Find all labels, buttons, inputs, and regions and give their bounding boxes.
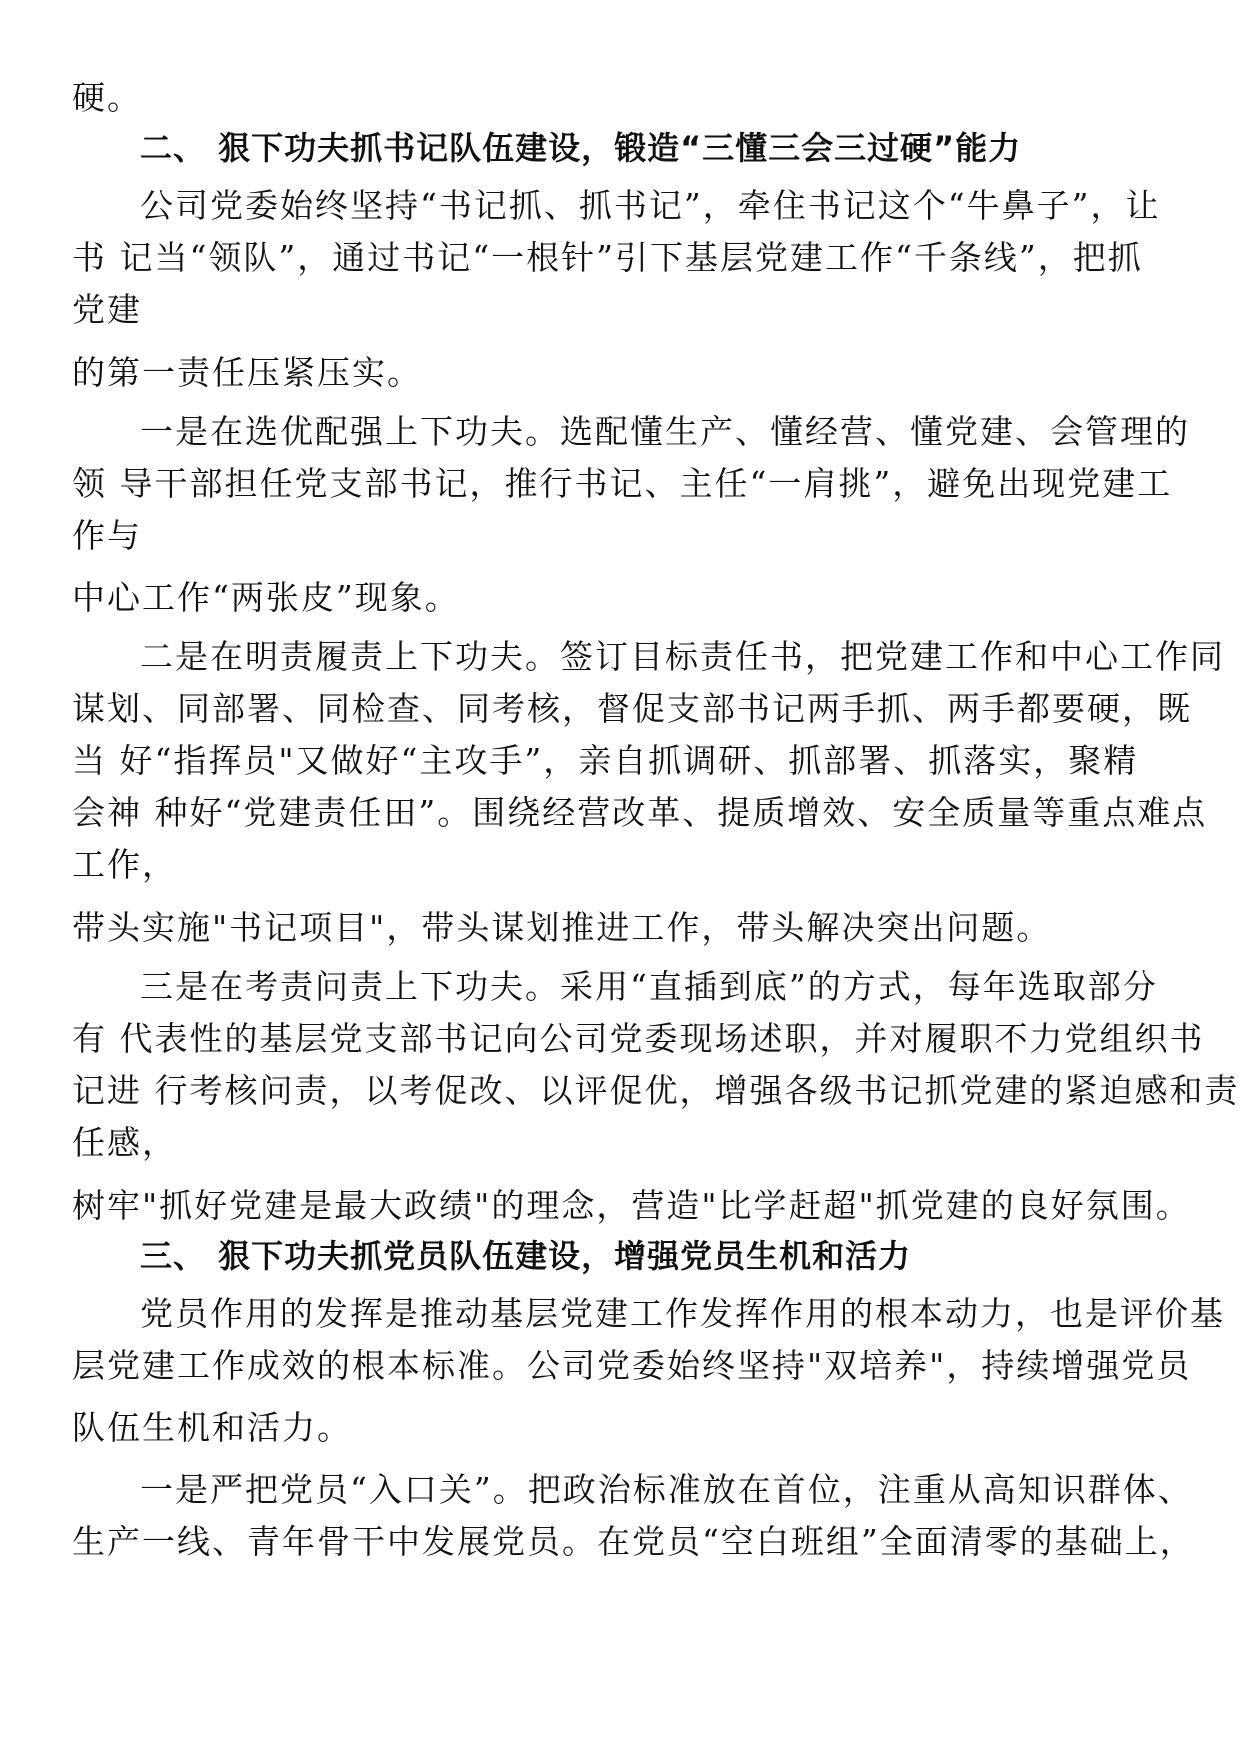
text-line: 工作， <box>72 845 177 884</box>
text-line: 中心工作“两张皮”现象。 <box>72 578 460 617</box>
text-line: 党建 <box>72 290 142 329</box>
text-line: 任感， <box>72 1123 177 1162</box>
text-line: 公司党委始终坚持“书记抓、抓书记”，牵住书记这个“牛鼻子”，让 <box>140 186 1161 225</box>
text-line: 的第一责任压紧压实。 <box>72 353 422 392</box>
text-line: 一是严把党员“入口关”。把政治标准放在首位，注重从高知识群体、 <box>140 1470 1193 1509</box>
text-line: 当 好“指挥员"又做好“主攻手”，亲自抓调研、抓部署、抓落实，聚精 <box>72 741 1139 780</box>
section-heading-3: 三、 狠下功夫抓党员队伍建设，增强党员生机和活力 <box>140 1237 912 1275</box>
text-line: 党员作用的发挥是推动基层党建工作发挥作用的根本动力，也是评价基 <box>140 1294 1225 1333</box>
section-heading-2: 二、 狠下功夫抓书记队伍建设，锻造“三懂三会三过硬”能力 <box>140 129 1022 167</box>
text-line: 生产一线、青年骨干中发展党员。在党员“空白班组”全面清零的基础上， <box>72 1522 1195 1561</box>
text-line: 带头实施"书记项目"，带头谋划推进工作，带头解决突出问题。 <box>72 908 1052 947</box>
text-line: 树牢"抓好党建是最大政绩"的理念，营造"比学赶超"抓党建的良好氛围。 <box>72 1186 1191 1225</box>
text-line: 硬。 <box>72 78 142 117</box>
text-line: 层党建工作成效的根本标准。公司党委始终坚持"双培养"，持续增强党员 <box>72 1346 1192 1385</box>
text-line: 谋划、同部署、同检查、同考核，督促支部书记两手抓、两手都要硬，既 <box>72 689 1192 728</box>
text-line: 作与 <box>72 516 142 555</box>
text-line: 书 记当“领队”，通过书记“一根针”引下基层党建工作“千条线”，把抓 <box>72 238 1143 277</box>
text-line: 三是在考责问责上下功夫。采用“直插到底”的方式，每年选取部分 <box>140 967 1158 1006</box>
text-line: 队伍生机和活力。 <box>72 1408 352 1447</box>
text-line: 领 导干部担任党支部书记，推行书记、主任“一肩挑”，避免出现党建工 <box>72 464 1173 503</box>
text-line: 记进 行考核问责，以考促改、以评促优，增强各级书记抓党建的紧迫感和责 <box>72 1071 1240 1110</box>
text-line: 二是在明责履责上下功夫。签订目标责任书，把党建工作和中心工作同 <box>140 637 1225 676</box>
text-line: 会神 种好“党建责任田”。围绕经营改革、提质增效、安全质量等重点难点 <box>72 793 1208 832</box>
text-line: 有 代表性的基层党支部书记向公司党委现场述职，并对履职不力党组织书 <box>72 1019 1205 1058</box>
text-line: 一是在选优配强上下功夫。选配懂生产、懂经营、懂党建、会管理的 <box>140 412 1190 451</box>
